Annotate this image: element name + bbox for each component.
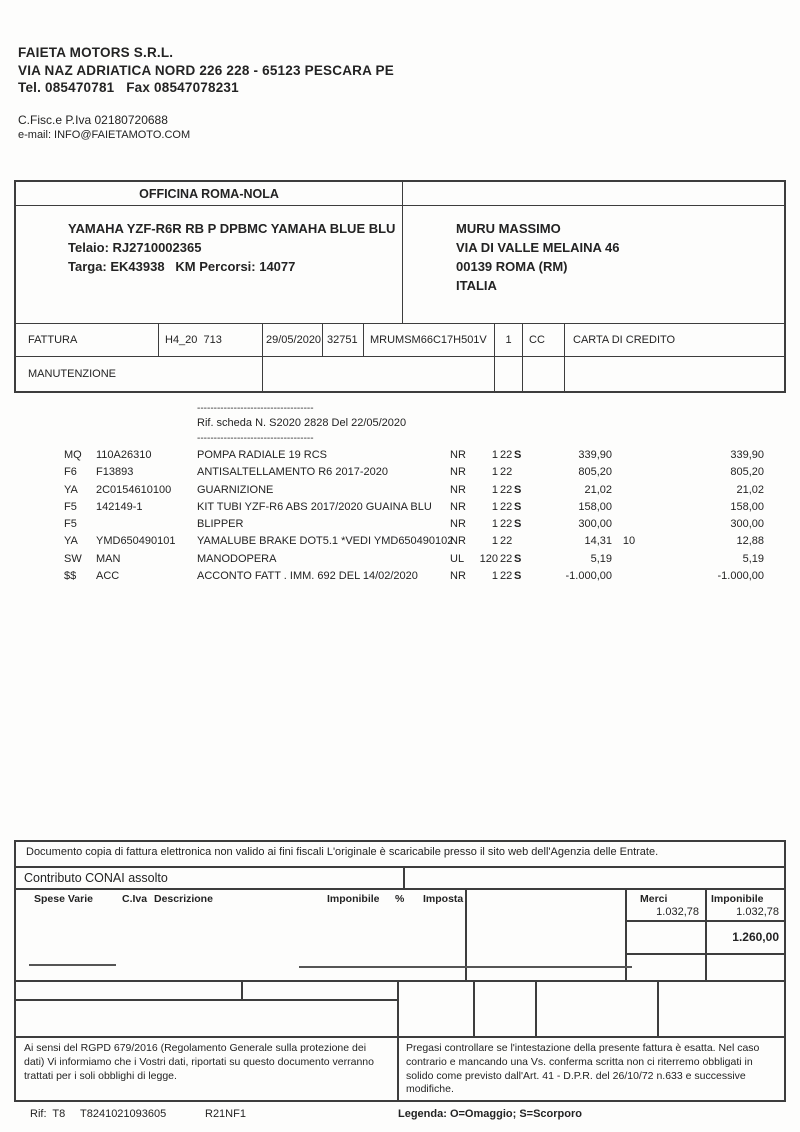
invoice-line xyxy=(0,553,800,570)
line-flag: S xyxy=(514,518,522,531)
line-price: 5,19 xyxy=(590,552,612,565)
invoice-line xyxy=(0,484,800,501)
summary-box xyxy=(14,888,786,982)
customer-info xyxy=(403,206,784,323)
line-description: BLIPPER xyxy=(197,518,244,531)
line-code: 110A26310 xyxy=(96,449,152,461)
footer-rif: Rif: T8 xyxy=(30,1108,66,1120)
divider xyxy=(473,982,475,1036)
col-percent: % xyxy=(395,893,405,905)
col-merci: Merci xyxy=(640,893,668,905)
seller-telfax: Tel. 085470781 Fax 08547078231 xyxy=(18,80,239,95)
line-total: 339,90 xyxy=(730,449,764,461)
line-vat: 22 xyxy=(500,483,513,496)
invoice-line xyxy=(0,501,800,518)
line-total: 158,00 xyxy=(730,500,764,513)
line-group: MQ xyxy=(64,449,82,461)
line-code: 142149-1 xyxy=(96,500,143,513)
line-description: YAMALUBE BRAKE DOT5.1 *VEDI YMD650490102 xyxy=(197,535,454,548)
line-group: F5 xyxy=(64,500,77,513)
conai-box xyxy=(14,866,786,890)
line-group: F5 xyxy=(64,518,77,531)
doc-category-cell: MANUTENZIONE xyxy=(16,357,263,391)
line-flag: S xyxy=(514,552,522,565)
line-price: 21,02 xyxy=(584,483,612,496)
doc-type-cell: FATTURA xyxy=(16,324,159,356)
line-qty: 1 xyxy=(491,500,498,513)
doc-copies-cell: 1 xyxy=(495,324,523,356)
line-price: 14,31 xyxy=(584,535,612,548)
vehicle-telaio: Telaio: RJ2710002365 xyxy=(68,240,202,255)
invoice-lines xyxy=(0,449,800,587)
line-um: NR xyxy=(450,483,466,496)
vehicle-description: YAMAHA YZF-R6R RB P DPBMC YAMAHA BLUE BLU xyxy=(68,221,396,236)
category-row xyxy=(16,356,784,391)
legal-notes-box xyxy=(14,1036,786,1102)
line-qty: 1 xyxy=(491,483,498,496)
doc-number-cell: H4_20 713 xyxy=(159,324,263,356)
col-descrizione: Descrizione xyxy=(154,893,213,905)
line-discount: 10 xyxy=(622,535,636,548)
total-value: 1.260,00 xyxy=(732,930,779,944)
col-spese-varie: Spese Varie xyxy=(34,893,93,905)
line-price: 300,00 xyxy=(578,518,612,531)
payment-grid-row xyxy=(14,980,399,1001)
footer-legend: Legenda: O=Omaggio; S=Scorporo xyxy=(398,1108,582,1120)
line-flag: S xyxy=(514,449,522,461)
divider xyxy=(625,953,784,955)
divider xyxy=(625,920,784,922)
line-total: 21,02 xyxy=(736,483,764,496)
office-title-cell xyxy=(16,182,403,206)
empty-cell xyxy=(495,357,523,391)
line-vat: 22 xyxy=(500,518,513,531)
electronic-copy-note-box xyxy=(14,840,786,868)
customer-address: VIA DI VALLE MELAINA 46 xyxy=(456,240,620,255)
doc-paycode-cell: CC xyxy=(523,324,565,356)
footer-code2: R21NF1 xyxy=(205,1108,246,1120)
line-price: 158,00 xyxy=(578,500,612,513)
line-price: 805,20 xyxy=(578,466,612,479)
empty-cell xyxy=(565,357,784,391)
office-header-empty-cell xyxy=(403,182,784,206)
line-group: $$ xyxy=(64,570,77,583)
line-um: NR xyxy=(450,518,466,531)
doc-payment-cell: CARTA DI CREDITO xyxy=(573,334,676,346)
seller-block xyxy=(18,44,394,143)
line-qty: 1 xyxy=(491,466,498,479)
line-group: F6 xyxy=(64,466,77,479)
line-qty: 1 xyxy=(491,449,498,461)
line-total: 805,20 xyxy=(730,466,764,479)
divider xyxy=(241,982,243,999)
col-imponibile-right: Imponibile xyxy=(711,893,764,905)
line-total: 5,19 xyxy=(742,552,764,565)
line-qty: 1 xyxy=(491,518,498,531)
line-description: GUARNIZIONE xyxy=(197,483,274,496)
line-total: -1.000,00 xyxy=(717,570,764,583)
line-total: 300,00 xyxy=(730,518,764,531)
line-vat: 22 xyxy=(500,570,513,583)
line-qty: 1 xyxy=(491,570,498,583)
line-description: ACCONTO FATT . IMM. 692 DEL 14/02/2020 xyxy=(197,570,418,583)
imponibile-value: 1.032,78 xyxy=(736,906,779,918)
line-price: -1.000,00 xyxy=(565,570,612,583)
merci-value: 1.032,78 xyxy=(656,906,699,918)
verification-note: Pregasi controllare se l'intestazione della presente fattura è esatta. Nel caso contrario e mancando una Vs. conferma scritta non ci riterremo obbligati in solido come previsto dall'Art. 41 - D.P.R. del 26/10/72 n.633 e successive modifiche. xyxy=(406,1042,760,1096)
document-data-row xyxy=(16,323,784,356)
reference-block xyxy=(197,402,406,445)
customer-country: ITALIA xyxy=(456,278,497,293)
empty-cell xyxy=(263,357,495,391)
line-code: 2C0154610100 xyxy=(96,483,172,496)
vehicle-targa-km: Targa: EK43938 KM Percorsi: 14077 xyxy=(68,259,296,274)
office-title: OFFICINA ROMA-NOLA xyxy=(139,186,279,201)
line-flag: S xyxy=(514,570,522,583)
signature-line xyxy=(29,964,116,966)
divider xyxy=(397,1038,399,1100)
col-imposta: Imposta xyxy=(423,893,464,905)
line-vat: 22 xyxy=(500,466,513,479)
line-description: ANTISALTELLAMENTO R6 2017-2020 xyxy=(197,466,388,479)
divider xyxy=(535,982,537,1036)
payment-grid-cell xyxy=(14,999,399,1038)
line-code: ACC xyxy=(96,570,120,583)
customer-name: MURU MASSIMO xyxy=(456,221,561,236)
line-flag: S xyxy=(514,500,522,513)
office-content-row xyxy=(16,206,784,323)
privacy-note: Ai sensi del RGPD 679/2016 (Regolamento Generale sulla protezione dei dati) Vi informiamo che i Vostri dati, riportati su questo documento verranno trattati per i soli obblighi di legge. xyxy=(24,1042,374,1082)
line-price: 339,90 xyxy=(578,449,612,461)
line-um: NR xyxy=(450,449,466,461)
seller-email: e-mail: INFO@FAIETAMOTO.COM xyxy=(18,128,191,141)
invoice-line xyxy=(0,449,800,466)
invoice-line xyxy=(0,535,800,552)
line-um: UL xyxy=(450,552,465,565)
office-box xyxy=(14,180,786,393)
vehicle-info xyxy=(16,206,403,323)
line-vat: 22 xyxy=(500,552,513,565)
line-flag: S xyxy=(514,483,522,496)
dashed-separator: ----------------------------------- xyxy=(197,433,314,444)
invoice-line xyxy=(0,466,800,483)
line-um: NR xyxy=(450,570,466,583)
line-description: KIT TUBI YZF-R6 ABS 2017/2020 GUAINA BLU xyxy=(197,500,432,513)
customer-city: 00139 ROMA (RM) xyxy=(456,259,568,274)
seller-name: FAIETA MOTORS S.R.L. xyxy=(18,45,174,60)
footer-code: T8241021093605 xyxy=(80,1108,167,1120)
line-code: YMD650490101 xyxy=(96,535,176,548)
conai-note: Contributo CONAI assolto xyxy=(24,871,168,885)
col-civa: C.Iva xyxy=(122,893,148,905)
line-group: SW xyxy=(64,552,82,565)
line-vat: 22 xyxy=(500,449,513,461)
empty-cell xyxy=(523,357,565,391)
line-group: YA xyxy=(64,483,78,496)
invoice-line xyxy=(0,518,800,535)
signature-line xyxy=(299,966,632,968)
line-code: MAN xyxy=(96,552,121,565)
divider xyxy=(657,982,659,1036)
doc-date-cell: 29/05/2020 xyxy=(263,324,323,356)
line-vat: 22 xyxy=(500,500,513,513)
line-um: NR xyxy=(450,466,466,479)
seller-address: VIA NAZ ADRIATICA NORD 226 228 - 65123 PESCARA PE xyxy=(18,62,394,78)
col-imponibile: Imponibile xyxy=(327,893,380,905)
dashed-separator: ----------------------------------- xyxy=(197,403,314,414)
electronic-copy-note: Documento copia di fattura elettronica non valido ai fini fiscali L'originale è scaricabile presso il sito web dell'Agenzia delle Entrate. xyxy=(26,846,659,858)
doc-fiscalcode-cell: MRUMSM66C17H501V xyxy=(364,324,495,356)
line-qty: 120 xyxy=(479,552,498,565)
line-um: NR xyxy=(450,535,466,548)
seller-fiscal-code: C.Fisc.e P.Iva 02180720688 xyxy=(18,112,168,127)
line-description: POMPA RADIALE 19 RCS xyxy=(197,449,328,461)
reference-text: Rif. scheda N. S2020 2828 Del 22/05/2020 xyxy=(197,417,407,429)
line-code: F13893 xyxy=(96,466,134,479)
line-total: 12,88 xyxy=(736,535,764,548)
invoice-line xyxy=(0,570,800,587)
line-vat: 22 xyxy=(500,535,513,548)
doc-num2-cell: 32751 xyxy=(323,324,364,356)
office-header-row xyxy=(16,182,784,206)
divider xyxy=(403,868,405,888)
line-qty: 1 xyxy=(491,535,498,548)
line-um: NR xyxy=(450,500,466,513)
line-group: YA xyxy=(64,535,78,548)
payment-grid-cells xyxy=(397,980,786,1038)
line-description: MANODOPERA xyxy=(197,552,277,565)
